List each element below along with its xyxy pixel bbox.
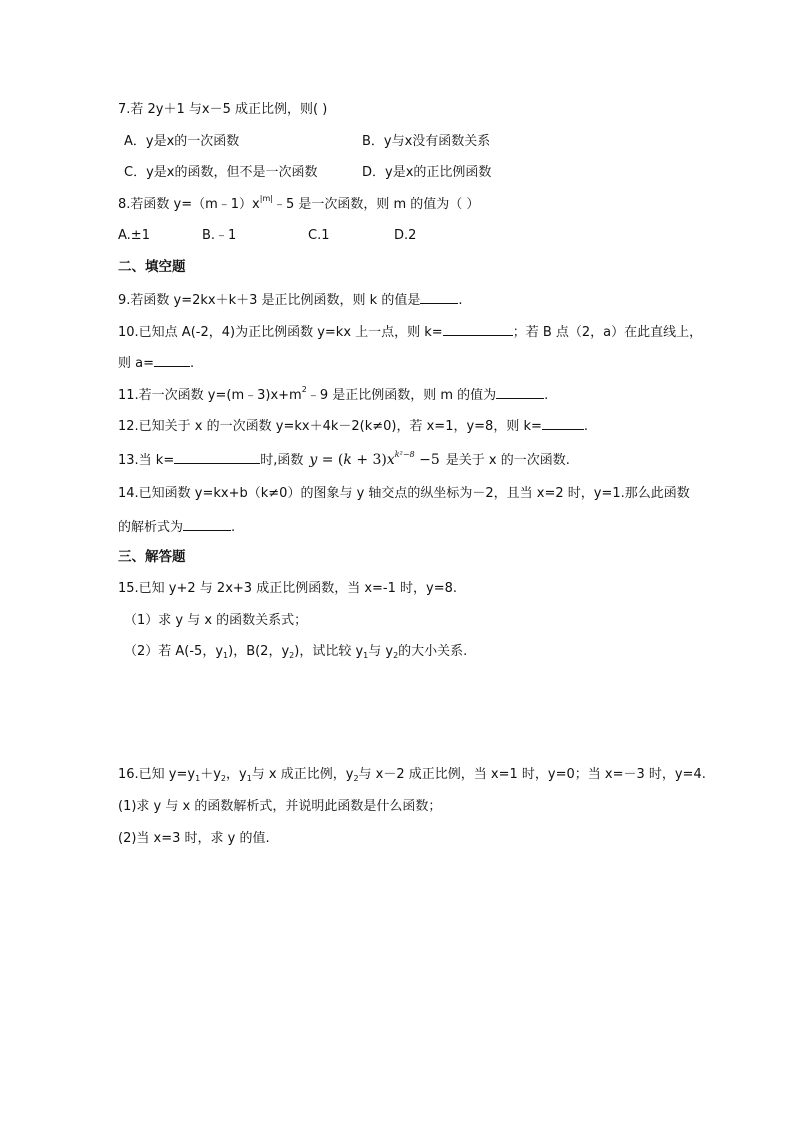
q15-stem: 15.已知 y+2 与 2x+3 成正比例函数，当 x=-1 时，y=8. xyxy=(118,581,457,596)
q8-stem-post: ﹣5 是一次函数，则 m 的值为（ ） xyxy=(272,197,480,212)
q9-blank[interactable] xyxy=(420,290,458,304)
q16-sub4: 2 xyxy=(353,774,359,783)
section-solve-heading: 三、解答题 xyxy=(118,549,186,565)
q15-part2 xyxy=(124,643,467,661)
q7-option-c xyxy=(124,164,492,182)
q10-blank-k[interactable] xyxy=(443,322,513,336)
q16-a: 16.已知 y=y xyxy=(118,767,196,782)
q15-p2-e: 的大小关系. xyxy=(398,644,468,659)
q8-option-d: D.2 xyxy=(394,228,417,243)
q16-stem xyxy=(118,766,706,784)
q13-f-eq: = ( xyxy=(317,452,344,468)
q7-option-d-text: D．y是x的正比例函数 xyxy=(362,165,492,180)
q9 xyxy=(118,290,462,310)
q13-text: 13.当 k= xyxy=(118,453,175,468)
q16-part2: (2)当 x=3 时，求 y 的值. xyxy=(118,831,270,846)
q13-f-minus5: −5 xyxy=(414,452,440,468)
q16-part1: (1)求 y 与 x 的函数解析式，并说明此函数是什么函数； xyxy=(118,799,442,814)
q11-text: 11.若一次函数 y=(m﹣3)x+m xyxy=(118,388,302,403)
q10-line1 xyxy=(118,322,702,342)
q13-blank[interactable] xyxy=(174,450,260,464)
q16-b: ＋y xyxy=(200,767,221,782)
q8-option-c: C.1 xyxy=(308,228,330,243)
q11-exponent: 2 xyxy=(301,385,307,394)
q11 xyxy=(118,385,548,405)
q8-option-a: A.±1 xyxy=(118,228,150,243)
q15-part1: （1）求 y 与 x 的函数关系式； xyxy=(124,613,308,628)
q13-f-x: x xyxy=(386,452,395,468)
q16-d: 与 x 成正比例，y xyxy=(251,767,354,782)
q8-stem xyxy=(118,196,479,214)
q13-formula xyxy=(309,452,439,468)
q8-stem-pre: 8.若函数 y=（m﹣1）x xyxy=(118,197,260,212)
q7-stem: 7.若 2y＋1 与x－5 成正比例，则( ) xyxy=(118,102,328,117)
q8-option-b: B.﹣1 xyxy=(202,228,237,243)
q16-c: ，y xyxy=(225,767,247,782)
q11-mid: ﹣9 是正比例函数，则 m 的值为 xyxy=(306,388,497,403)
q7-option-a-text: A．y是x的一次函数 xyxy=(124,134,240,149)
q15-p2-a: （2）若 A(-5，y xyxy=(124,644,224,659)
q7-option-b-text: B．y与x没有函数关系 xyxy=(362,134,491,149)
q10-line2-text: 则 a= xyxy=(118,356,154,371)
q14-line1: 14.已知函数 y=kx+b（k≠0）的图象与 y 轴交点的纵坐标为－2，且当 x=2 时，y=1.那么此函数 xyxy=(118,486,690,501)
q13 xyxy=(118,450,570,470)
q15-p2-b: )，B(2，y xyxy=(228,644,290,659)
q13-f-y: y xyxy=(309,452,318,468)
q15-p2-c: )，试比较 y xyxy=(294,644,364,659)
q13-f-exponent: k²−8 xyxy=(394,450,415,459)
q13-f-k: k xyxy=(343,452,352,468)
q14-end: . xyxy=(231,520,236,535)
q7-option-a xyxy=(124,133,491,151)
q13-mid: 时,函数 xyxy=(260,453,304,468)
q16-sub1: 1 xyxy=(195,774,201,783)
q10-end: . xyxy=(190,356,195,371)
q13-post: 是关于 x 的一次函数. xyxy=(445,453,570,468)
q15-p2-sub3: 1 xyxy=(363,651,369,660)
q13-f-plus3: + 3) xyxy=(351,452,387,468)
q16-sub2: 2 xyxy=(220,774,226,783)
q10-blank-a[interactable] xyxy=(154,353,190,367)
q10-mid: ；若 B 点（2，a）在此直线上， xyxy=(512,325,703,340)
q10-text: 10.已知点 A(-2，4)为正比例函数 y=kx 上一点，则 k= xyxy=(118,325,443,340)
q15-p2-sub1: 1 xyxy=(223,651,229,660)
q15-p2-d: 与 y xyxy=(368,644,394,659)
q15-p2-sub2: 2 xyxy=(289,651,295,660)
q8-exponent: |m| xyxy=(259,194,273,203)
q12-blank[interactable] xyxy=(542,416,584,430)
q14-line2-text: 的解析式为 xyxy=(118,520,184,535)
q12-end: . xyxy=(583,419,589,434)
q16-sub3: 1 xyxy=(246,774,252,783)
q12-text: 12.已知关于 x 的一次函数 y=kx＋4k－2(k≠0)，若 x=1，y=8，则 k= xyxy=(118,419,542,434)
q16-e: 与 x－2 成正比例，当 x=1 时，y=0；当 x=－3 时，y=4. xyxy=(358,767,706,782)
q9-end: . xyxy=(458,293,463,308)
q11-end: . xyxy=(544,388,549,403)
q10-line2 xyxy=(118,353,194,373)
q14-blank[interactable] xyxy=(183,517,231,531)
q12 xyxy=(118,416,588,436)
section-fill-in-heading: 二、填空题 xyxy=(118,259,186,275)
q11-blank[interactable] xyxy=(496,385,544,399)
q7-option-c-text: C．y是x的函数，但不是一次函数 xyxy=(124,165,318,180)
q14-line2 xyxy=(118,517,235,537)
q9-text: 9.若函数 y=2kx＋k＋3 是正比例函数，则 k 的值是 xyxy=(118,293,421,308)
q15-p2-sub4: 2 xyxy=(393,651,399,660)
